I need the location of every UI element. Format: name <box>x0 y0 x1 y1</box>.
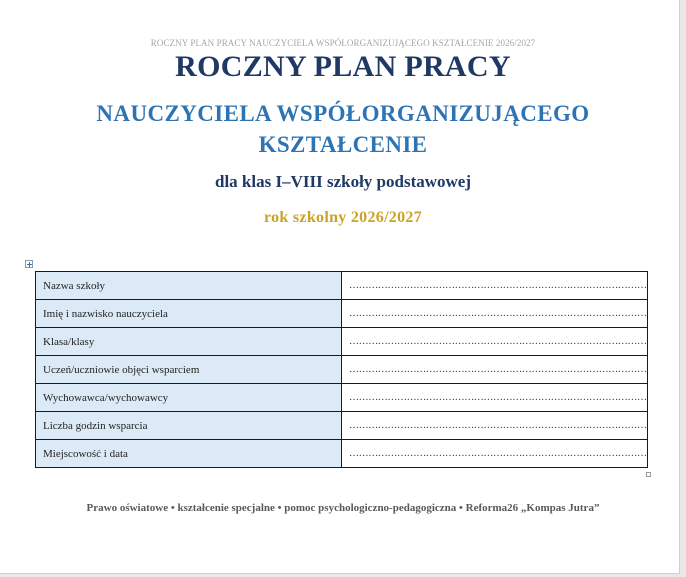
table-resize-handle-icon[interactable] <box>646 472 651 477</box>
table-row <box>36 440 648 468</box>
row-label-classes: Klasa/klasy <box>36 328 342 356</box>
table-row <box>36 300 648 328</box>
table-move-handle-icon[interactable] <box>25 260 33 268</box>
row-value-support-hours[interactable]: ………………………………………………………………………………… <box>342 412 648 440</box>
row-value-school-name[interactable]: ………………………………………………………………………………… <box>342 272 648 300</box>
footer-text: Prawo oświatowe • kształcenie specjalne • pomoc psychologiczno-pedagogiczna • Reforma26 „Kompas Jutra” <box>86 502 600 514</box>
document-title: ROCZNY PLAN PRACY <box>175 50 511 83</box>
row-label-homeroom-teacher: Wychowawca/wychowawcy <box>36 384 342 412</box>
subtitle-line-2: KSZTAŁCENIE <box>258 132 428 157</box>
row-value-classes[interactable]: ………………………………………………………………………………… <box>342 328 648 356</box>
table-row <box>36 384 648 412</box>
row-label-students: Uczeń/uczniowie objęci wsparciem <box>36 356 342 384</box>
row-label-place-date: Miejscowość i data <box>36 440 342 468</box>
table-row <box>36 328 648 356</box>
subtitle-line-1: NAUCZYCIELA WSPÓŁORGANIZUJĄCEGO <box>96 101 590 126</box>
row-value-teacher-name[interactable]: ………………………………………………………………………………… <box>342 300 648 328</box>
table-row <box>36 356 648 384</box>
table-row <box>36 272 648 300</box>
row-value-place-date[interactable]: ………………………………………………………………………………… <box>342 440 648 468</box>
row-value-students[interactable]: ………………………………………………………………………………… <box>342 356 648 384</box>
row-value-homeroom-teacher[interactable]: ………………………………………………………………………………… <box>342 384 648 412</box>
classes-line: dla klas I–VIII szkoły podstawowej <box>215 172 471 191</box>
table-row <box>36 412 648 440</box>
document-subtitle <box>60 98 626 160</box>
info-form-table <box>35 271 648 468</box>
row-label-school-name: Nazwa szkoły <box>36 272 342 300</box>
row-label-teacher-name: Imię i nazwisko nauczyciela <box>36 300 342 328</box>
running-header: ROCZNY PLAN PRACY NAUCZYCIELA WSPÓŁORGANIZUJĄCEGO KSZTAŁCENIE 2026/2027 <box>150 38 536 48</box>
school-year-line: rok szkolny 2026/2027 <box>263 209 423 226</box>
row-label-support-hours: Liczba godzin wsparcia <box>36 412 342 440</box>
